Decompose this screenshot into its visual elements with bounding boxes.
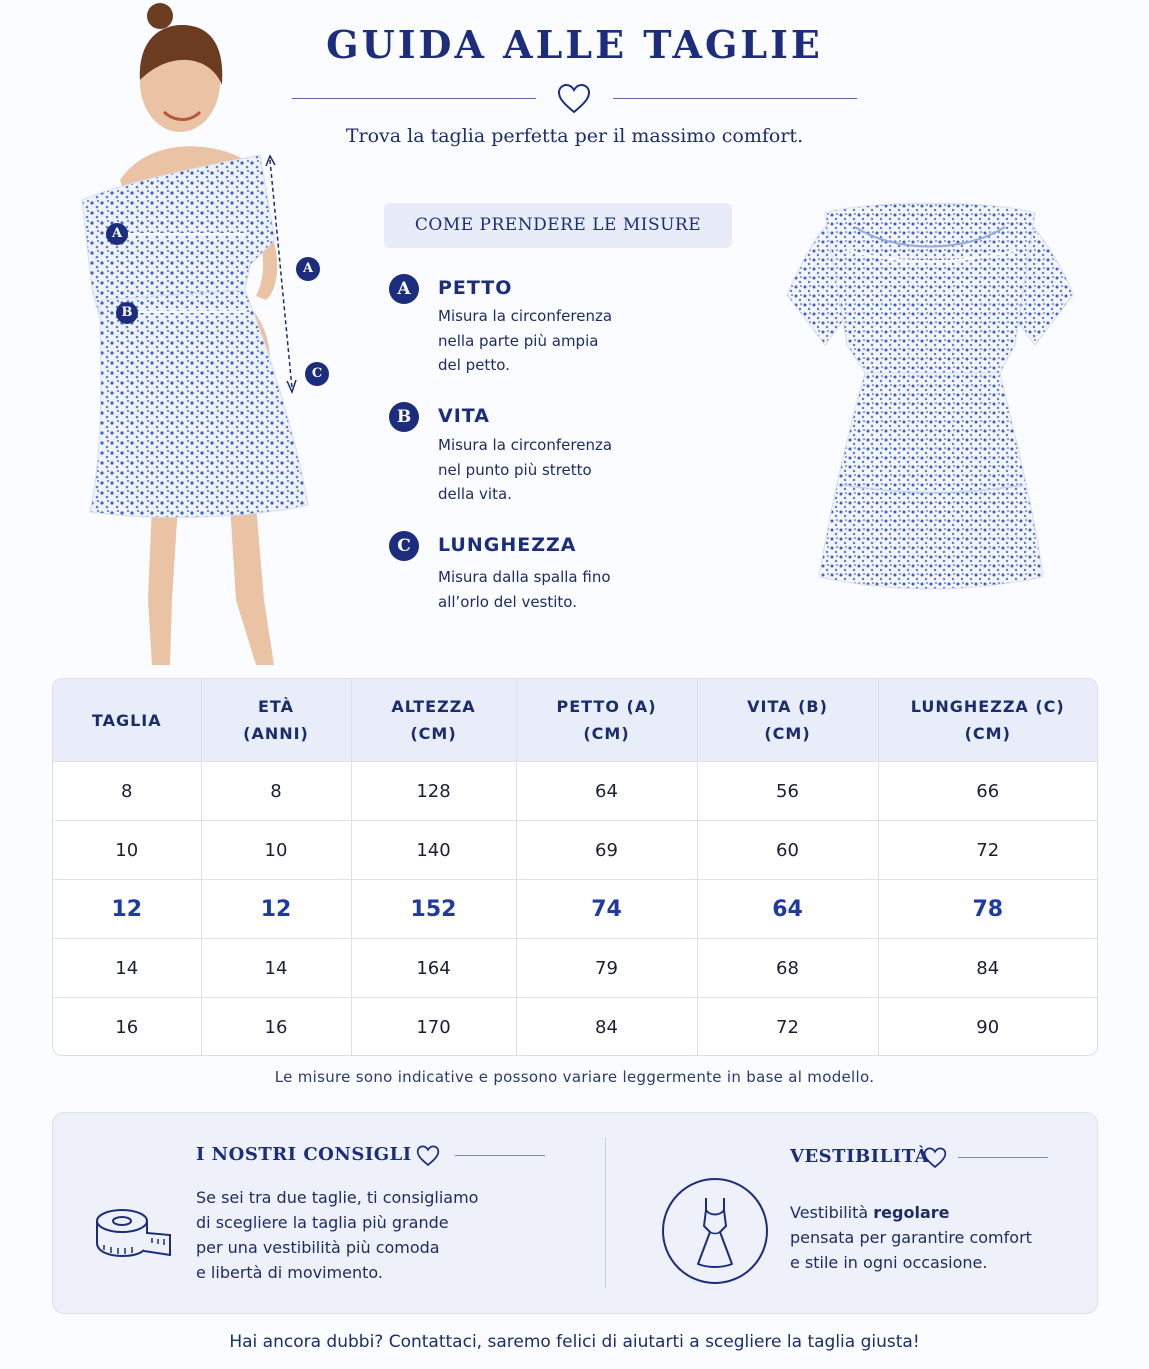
tip-line	[196, 1210, 536, 1235]
measure-waist-desc	[438, 433, 668, 507]
cell: 164	[351, 939, 516, 998]
fit-title-line	[958, 1157, 1048, 1158]
cell: 16	[201, 998, 351, 1057]
header-unit: (CM)	[764, 724, 811, 743]
page-subtitle: Trova la taglia perfetta per il massimo comfort.	[345, 125, 804, 147]
desc-line: nella parte più ampia	[438, 331, 599, 350]
heart-icon	[557, 83, 591, 115]
cell: 14	[201, 939, 351, 998]
footer-contact-text: Hai ancora dubbi? Contattaci, saremo felici di aiutarti a scegliere la taglia giusta!	[229, 1332, 920, 1352]
marker-a-length: A	[296, 257, 320, 281]
size-table	[52, 678, 1098, 1056]
cell: 84	[516, 998, 697, 1057]
col-waist	[697, 679, 878, 762]
cell: 78	[878, 880, 1097, 939]
page-title: GUIDA ALLE TAGLIE	[326, 22, 823, 67]
cell: 8	[201, 762, 351, 821]
marker-b-waist: B	[116, 302, 138, 324]
cell: 74	[516, 880, 697, 939]
cell: 56	[697, 762, 878, 821]
tips-title-line	[455, 1155, 545, 1156]
cell: 69	[516, 821, 697, 880]
header-label: ALTEZZA	[391, 697, 476, 716]
tip-line: Se sei tra due taglie, ti consigliamo	[196, 1188, 479, 1207]
cell: 14	[53, 939, 201, 998]
header-unit: (CM)	[964, 724, 1011, 743]
fit-title: VESTIBILITÀ	[790, 1146, 930, 1167]
table-row	[53, 939, 1097, 998]
header-unit: (ANNI)	[243, 724, 309, 743]
tip-fragment: di scegliere	[196, 1213, 293, 1232]
header-label: VITA (B)	[747, 697, 828, 716]
heart-icon	[923, 1147, 947, 1169]
cell: 72	[878, 821, 1097, 880]
table-note: Le misure sono indicative e possono variare leggermente in base al modello.	[274, 1068, 875, 1086]
fit-line: pensata per garantire comfort	[790, 1228, 1032, 1247]
desc-line: all’orlo del vestito.	[438, 592, 577, 611]
marker-c-length: C	[305, 362, 329, 386]
badge-c: C	[389, 531, 419, 561]
badge-a: A	[389, 274, 419, 304]
cell: 72	[697, 998, 878, 1057]
tips-text	[196, 1185, 536, 1285]
cell: 64	[697, 880, 878, 939]
fit-line: e stile in ogni occasione.	[790, 1253, 988, 1272]
cell: 128	[351, 762, 516, 821]
cell: 84	[878, 939, 1097, 998]
dress-image	[785, 195, 1075, 600]
desc-line: Misura la circonferenza	[438, 307, 613, 325]
desc-line: Misura dalla spalla fino	[438, 568, 611, 586]
cell: 60	[697, 821, 878, 880]
tape-measure-icon	[94, 1205, 174, 1263]
tip-emphasis: la taglia più grande	[292, 1213, 449, 1232]
table-row-highlighted	[53, 880, 1097, 939]
desc-line: Misura la circonferenza	[438, 436, 613, 454]
model-photo	[60, 0, 350, 680]
tip-line: per una vestibilità più comoda	[196, 1238, 440, 1257]
cell: 12	[201, 880, 351, 939]
table-row	[53, 998, 1097, 1057]
tip-line: e libertà di movimento.	[196, 1263, 383, 1282]
header-label: LUNGHEZZA (C)	[910, 697, 1065, 716]
cell: 66	[878, 762, 1097, 821]
desc-line: nel punto più stretto	[438, 460, 592, 479]
col-length	[878, 679, 1097, 762]
measure-length-desc	[438, 565, 668, 614]
fit-line	[790, 1200, 1080, 1225]
cell: 10	[201, 821, 351, 880]
dress-icon	[660, 1176, 770, 1286]
cell: 79	[516, 939, 697, 998]
header-unit: (CM)	[583, 724, 630, 743]
measure-chest-desc	[438, 304, 668, 378]
cell: 16	[53, 998, 201, 1057]
badge-b: B	[389, 402, 419, 432]
cell: 170	[351, 998, 516, 1057]
table-row	[53, 821, 1097, 880]
cell: 12	[53, 880, 201, 939]
cell: 8	[53, 762, 201, 821]
fit-text	[790, 1200, 1080, 1275]
cell: 64	[516, 762, 697, 821]
desc-line: del petto.	[438, 356, 510, 374]
cell: 90	[878, 998, 1097, 1057]
cell: 68	[697, 939, 878, 998]
table-row	[53, 762, 1097, 821]
marker-a-chest: A	[106, 223, 128, 245]
cell: 140	[351, 821, 516, 880]
measure-banner: COME PRENDERE LE MISURE	[384, 203, 732, 248]
measure-waist-title: VITA	[438, 405, 490, 427]
desc-line: della vita.	[438, 485, 512, 503]
cell: 152	[351, 880, 516, 939]
header-label: ETÀ	[258, 697, 294, 716]
tips-title: I NOSTRI CONSIGLI	[196, 1144, 412, 1165]
header-label: TAGLIA	[91, 710, 162, 730]
fit-fragment: Vestibilità	[790, 1203, 874, 1222]
measure-length-title: LUNGHEZZA	[438, 534, 577, 556]
col-age	[201, 679, 351, 762]
header-unit: (CM)	[410, 724, 457, 743]
measure-chest-title: PETTO	[438, 277, 513, 299]
fit-emphasis: regolare	[873, 1203, 950, 1222]
cell: 10	[53, 821, 201, 880]
tips-divider	[605, 1138, 606, 1288]
heart-icon	[416, 1145, 440, 1167]
title-divider-right	[613, 98, 857, 99]
col-size	[53, 679, 201, 762]
table-header-row	[53, 679, 1097, 762]
col-chest	[516, 679, 697, 762]
col-height	[351, 679, 516, 762]
header-label: PETTO (A)	[556, 697, 657, 716]
